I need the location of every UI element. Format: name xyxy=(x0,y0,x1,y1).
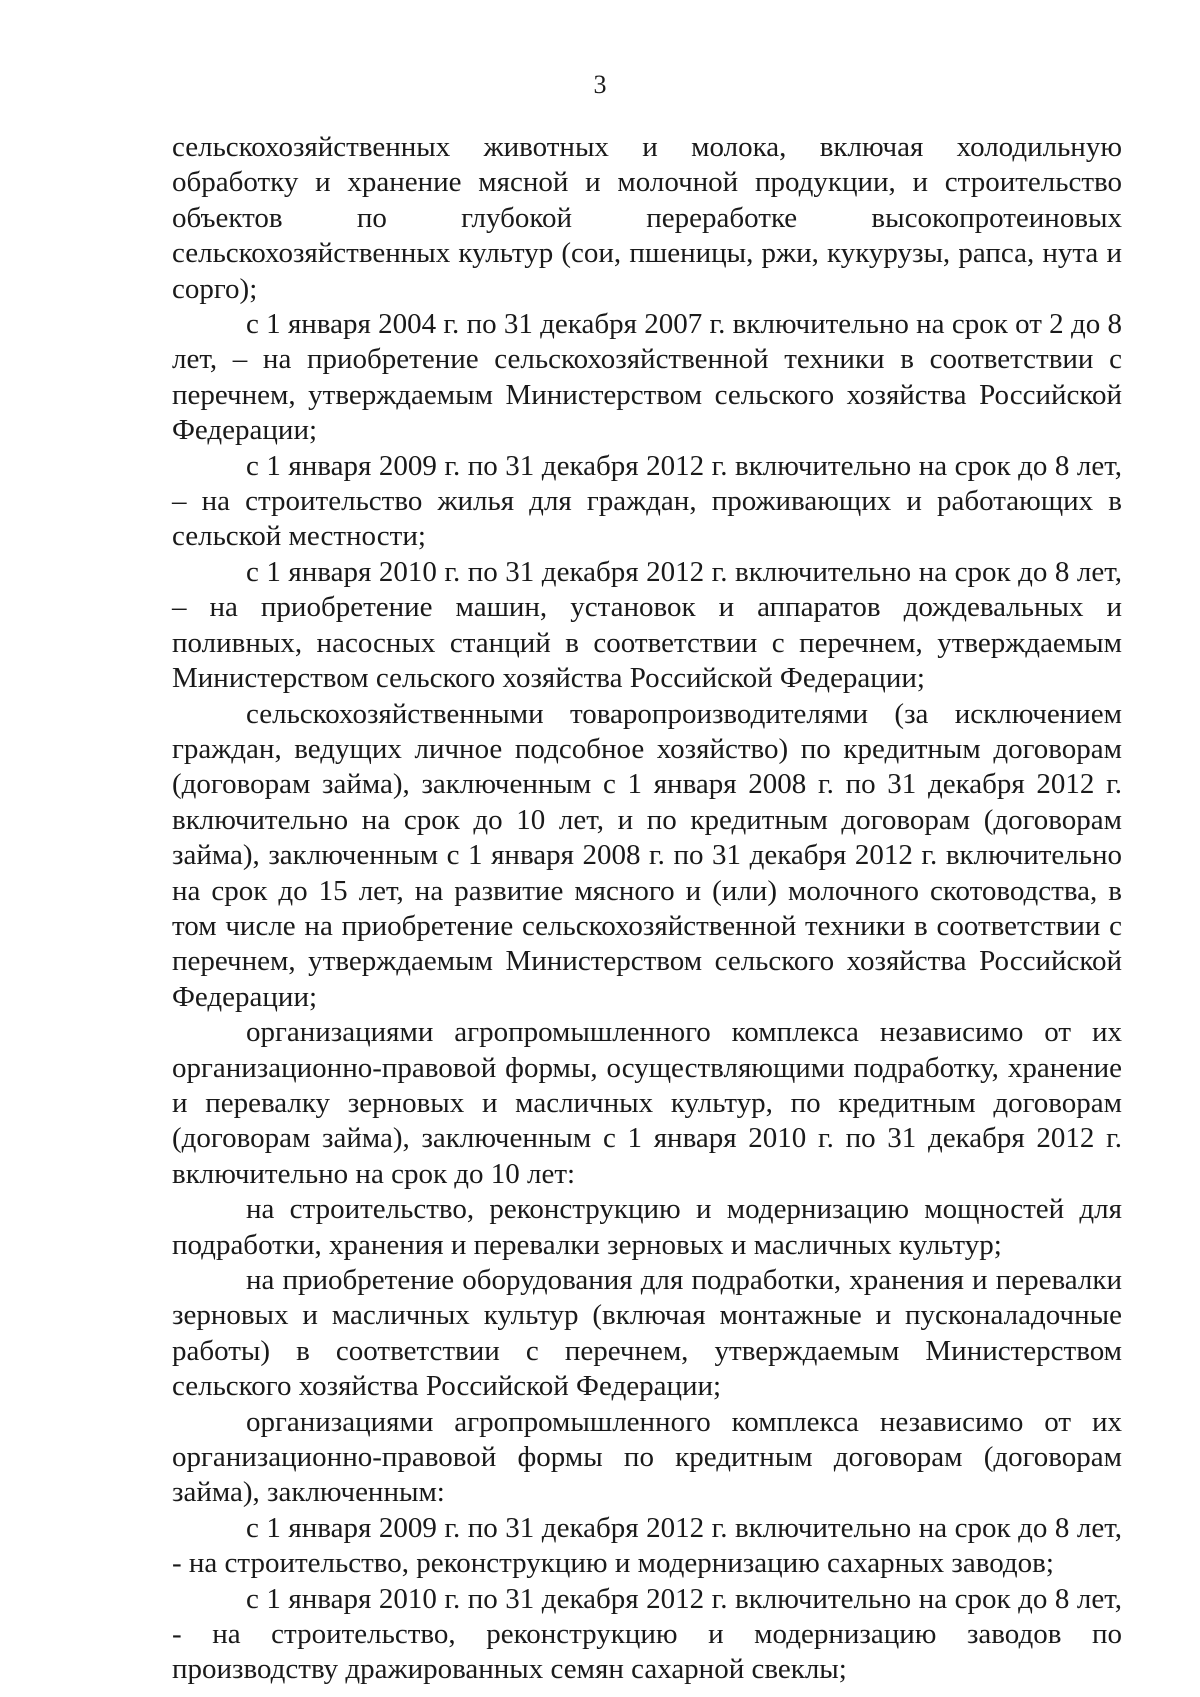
paragraph: на строительство, реконструкцию и модернизацию мощностей для подработки, хранения и перевалки зерновых и масличных культур; xyxy=(172,1193,1122,1261)
paragraph: с 1 января 2009 г. по 31 декабря 2012 г. включительно на срок до 8 лет, – на строительство жилья для граждан, проживающих и работающих в сельской местности; xyxy=(172,449,1122,553)
paragraph: на приобретение оборудования для подработки, хранения и перевалки зерновых и масличных культур (включая монтажные и пусконаладочные работы) в соответствии с перечнем, утверждаемым Министерством сельского хозяйства Российской Федерации; xyxy=(172,1264,1122,1403)
paragraph: с 1 января 2004 г. по 31 декабря 2007 г. включительно на срок от 2 до 8 лет, – на приобретение сельскохозяйственной техники в соответствии с перечнем, утверждаемым Министерством сельского хозяйства Российской Федерации; xyxy=(172,308,1122,447)
document-body xyxy=(172,130,1122,1688)
paragraph: организациями агропромышленного комплекса независимо от их организационно-правовой формы, осуществляющими подработку, хранение и перевалку зерновых и масличных культур, по кредитным договорам (договорам займа), заключенным с 1 января 2010 г. по 31 декабря 2012 г. включительно на срок до 10 лет: xyxy=(172,1016,1122,1190)
paragraph: с 1 января 2010 г. по 31 декабря 2012 г. включительно на срок до 8 лет, – на приобретение машин, установок и аппаратов дождевальных и поливных, насосных станций в соответствии с перечнем, утверждаемым Министерством сельского хозяйства Российской Федерации; xyxy=(172,555,1122,695)
page-number: 3 xyxy=(593,70,607,99)
paragraph: сельскохозяйственных животных и молока, включая холодильную обработку и хранение мясной и молочной продукции, и строительство объектов по глубокой переработке высокопротеиновых сельскохозяйственных культур (сои, пшеницы, ржи, кукурузы, рапса, нута и сорго); xyxy=(172,131,1122,305)
paragraph: с 1 января 2009 г. по 31 декабря 2012 г. включительно на срок до 8 лет, - на строительство, реконструкцию и модернизацию сахарных заводов; xyxy=(172,1511,1122,1580)
paragraph: с 1 января 2010 г. по 31 декабря 2012 г. включительно на срок до 8 лет, - на строительство, реконструкцию и модернизацию заводов по производству дражированных семян сахарной свеклы; xyxy=(172,1582,1122,1686)
paragraph: сельскохозяйственными товаропроизводителями (за исключением граждан, ведущих личное подсобное хозяйство) по кредитным договорам (договорам займа), заключенным с 1 января 2008 г. по 31 декабря 2012 г. включительно на срок до 10 лет, и по кредитным договорам (договорам займа), заключенным с 1 января 2008 г. по 31 декабря 2012 г. включительно на срок до 15 лет, на развитие мясного и (или) молочного скотоводства, в том числе на приобретение сельскохозяйственной техники в соответствии с перечнем, утверждаемым Министерством сельского хозяйства Российской Федерации; xyxy=(172,697,1122,1013)
paragraph: организациями агропромышленного комплекса независимо от их организационно-правовой формы по кредитным договорам (договорам займа), заключенным: xyxy=(172,1405,1122,1509)
